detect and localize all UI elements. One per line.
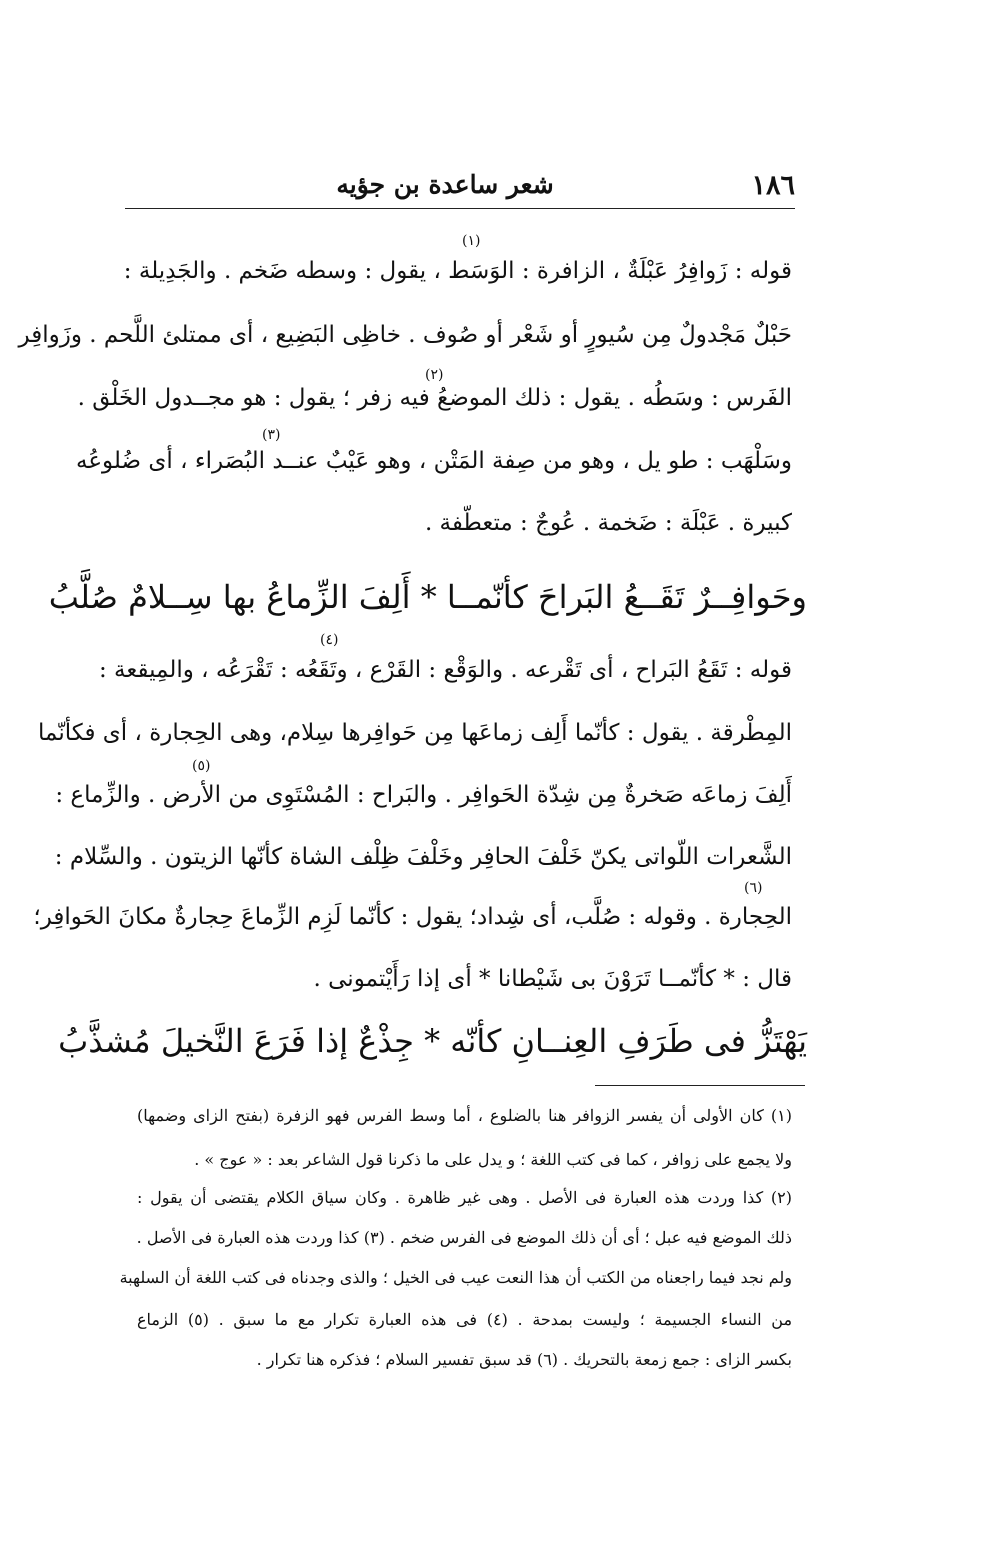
- commentary-line: قوله : تَقَعُ البَراح ، أى تَقْرعه . والوَقْع : القَرْع ، وتَقَعُه : تَقْرَعُه ، والمِيقعة :: [98, 657, 792, 683]
- footnote-rule: [595, 1085, 805, 1086]
- commentary-line: الشَّعرات اللّواتى يكنّ خَلْفَ الحافِر وخَلْفَ ظِلْف الشاة كأنّها الزيتون . والسِّلام :: [54, 844, 792, 870]
- commentary-line: قال : * كأنّمــا تَرَوْنَ بى شَيْطانا * أى إذا رَأَيْتمونى .: [313, 966, 792, 992]
- commentary-line: أَلِفَ زماعَه صَخرةٌ مِن شِدّة الحَوافِر . والبَراح : المُسْتَوِى من الأرض . والزِّماع :: [55, 782, 792, 808]
- page-number: ١٨٦: [751, 170, 795, 201]
- footnote-line: من النساء الجسيمة ؛ وليست بمدحة . (٤) فى هذه العبارة تكرار مع ما سبق . (٥) الزماع: [137, 1310, 793, 1329]
- footnote-mark: (٢): [425, 367, 444, 383]
- commentary-line: الحِجارة . وقوله : صُلَّب، أى شِداد؛ يقول : كأنّما لَزِم الزِّماعَ حِجارةٌ مكانَ الحَوافِر؛: [33, 904, 792, 930]
- footnote-mark: (٤): [320, 632, 339, 648]
- commentary-line: الفَرس : وسَطُه . يقول : ذلك الموضعُ فيه زفر ؛ يقول : هو مجــدول الخَلْق .: [77, 385, 792, 411]
- footnote-mark: (١): [462, 233, 481, 249]
- page-header: [125, 170, 795, 210]
- commentary-line: حَبْلٌ مَجْدولٌ مِن سُيورٍ أو شَعْر أو صُوف . خاظِى البَضِيع ، أى ممتلئ اللَّحم . وزَوافِر: [18, 322, 792, 348]
- verse-line: يَهْتَزُّ فى طَرَفِ العِنــانِ كأنّه * جِذْعٌ إذا فَرَعَ النَّخيلَ مُشذَّبُ: [58, 1022, 807, 1060]
- footnote-line: ولم نجد فيما راجعناه من الكتب أن هذا النعت عيب فى الخيل ؛ والذى وجدناه فى كتب اللغة أن السلهبة: [119, 1268, 792, 1287]
- footnote-line: (١) كان الأولى أن يفسر الزوافر هنا بالضلوع ، أما وسط الفرس فهو الزفرة (بفتح الزاى وضمها): [137, 1106, 792, 1125]
- footnote-line: (٢) كذا وردت هذه العبارة فى الأصل . وهى غير ظاهرة . وكان سياق الكلام يقتضى أن يقول :: [137, 1188, 792, 1207]
- footnote-line: ولا يجمع على زوافر ، كما فى كتب اللغة ؛ و يدل على ما ذكرنا قول الشاعر بعد : « عوج » .: [194, 1150, 792, 1169]
- header-rule: [125, 208, 795, 209]
- verse-line: وحَوافِــرٌ تَقَــعُ البَراحَ كأنّمــا * أَلِفَ الزِّماعُ بها سِــلامٌ صُلَّبُ: [48, 578, 807, 616]
- running-title: شعر ساعدة بن جؤيه: [336, 170, 554, 199]
- commentary-line: قوله : زَوافِرُ عَبْلَةٌ ، الزافرة : الوَسَط ، يقول : وسطه ضَخم . والجَدِيلة :: [123, 258, 792, 284]
- footnote-mark: (٦): [744, 880, 763, 896]
- commentary-line: كبيرة . عَبْلَة : ضَخمة . عُوجٌ : متعطّفة .: [424, 510, 792, 536]
- footnote-line: ذلك الموضع فيه عبل ؛ أى أن ذلك الموضع فى الفرس ضخم . (٣) كذا وردت هذه العبارة فى الأصل .: [136, 1228, 792, 1247]
- commentary-line: المِطْرقة . يقول : كأنّما أَلِف زماعَها مِن حَوافِرها سِلام، وهى الحِجارة ، أى فكأنّما: [38, 720, 792, 746]
- footnote-mark: (٥): [192, 758, 211, 774]
- commentary-line: وسَلْهَب : طو يل ، وهو من صِفة المَتْن ، وهو عَيْبٌ عنــد البُصَراء ، أى ضُلوعُه: [76, 448, 792, 474]
- footnote-line: بكسر الزاى : جمع زمعة بالتحريك . (٦) قد سبق تفسير السلام ؛ فذكره هنا تكرار .: [256, 1350, 792, 1369]
- footnote-mark: (٣): [262, 427, 281, 443]
